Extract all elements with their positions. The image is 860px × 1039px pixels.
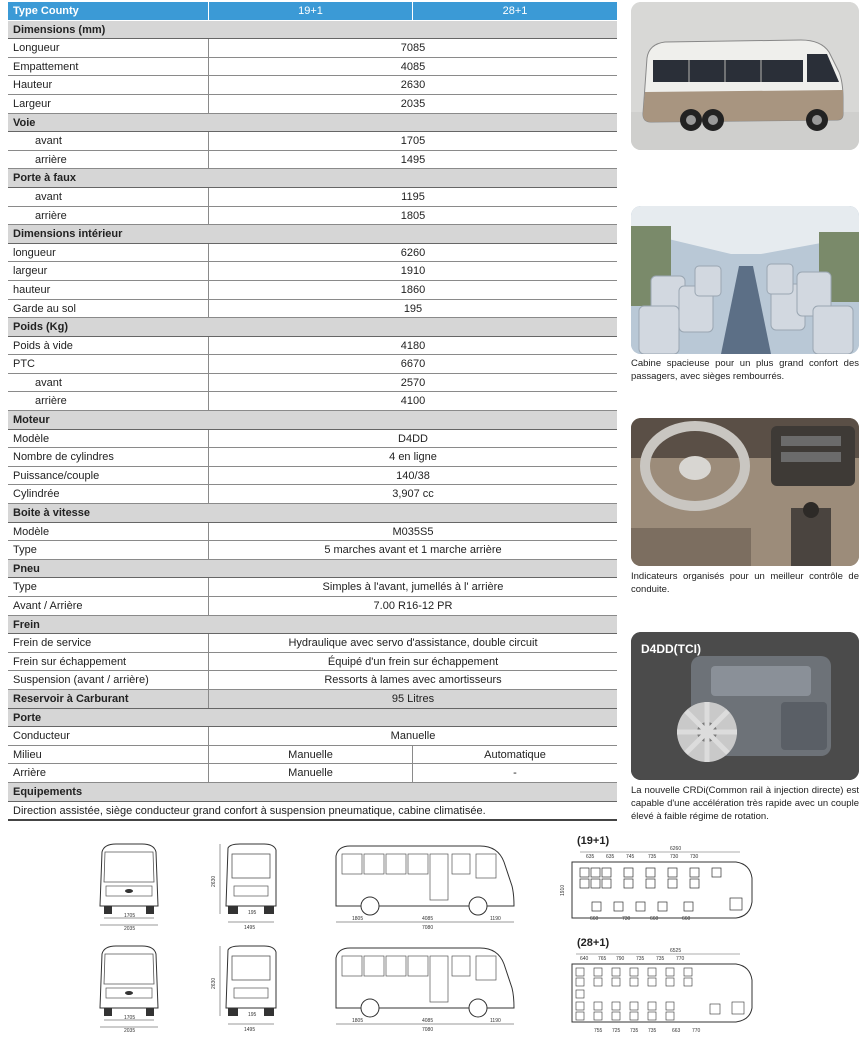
row-label: longueur [13,246,56,259]
row-value: Direction assistée, siège conducteur grand confort à suspension pneumatique, cabine climatisée. [13,804,486,817]
row-label: Conducteur [13,730,70,743]
row-label: Largeur [13,97,51,110]
section-boite [8,504,617,523]
table-row [8,634,617,653]
row-value: 4100 [208,392,617,410]
section-title: Boite à vitesse [13,507,91,520]
table-row [8,578,617,597]
dashboard-caption: Indicateurs organisés pour un meilleur contrôle de conduite. [631,571,859,595]
row-label: Avant / Arrière [13,600,83,612]
row-label: Arrière [13,767,47,780]
row-label: avant [35,376,62,389]
plan-19-bottom-dim: 660 [650,916,659,922]
table-row [8,541,617,560]
row-value: Simples à l'avant, jumellés à l' arrière [208,578,617,596]
seat-plan-19 [560,846,756,926]
plan-19-dim: 745 [626,854,635,860]
header-col-28: 28+1 [412,2,617,20]
table-row [8,39,617,58]
plan-28-bottom-dim: 735 [630,1028,639,1034]
seat-plan-28 [560,948,756,1034]
plan-28-dim: 790 [616,956,625,962]
row-value: M035S5 [208,523,617,541]
row-value: 4 en ligne [208,448,617,466]
side-length: 7080 [422,1027,434,1032]
row-label: arrière [35,395,67,408]
table-row [8,207,617,226]
front-track: 1705 [124,913,136,919]
row-value-28: - [412,764,617,782]
row-label: Modèle [13,525,50,538]
plan-28-bottom-dim: 755 [594,1028,603,1034]
row-label: Frein de service [13,637,92,650]
row-value: 4180 [208,337,617,355]
row-value: 7.00 R16-12 PR [208,597,617,615]
plan-19-bottom-dim: 660 [682,916,691,922]
side-front-overhang: 1190 [490,1018,501,1024]
row-label: hauteur [13,283,51,296]
row-value: Manuelle [208,727,617,745]
engine-photo [631,632,859,780]
row-value: 2630 [208,76,617,94]
side-view-drawing-2 [330,944,516,1032]
table-row [8,281,617,300]
table-row [8,671,617,690]
row-value: Équipé d'un frein sur échappement [208,653,617,671]
side-wheelbase: 4085 [422,1018,434,1024]
plan-19-dim: 730 [690,854,699,860]
front-width: 2035 [124,1028,136,1032]
table-header [8,2,617,21]
plan-28-bottom-dim: 770 [692,1028,701,1034]
plan-19-overall: 6260 [670,846,682,852]
section-equipements [8,783,617,802]
section-interieur [8,225,617,244]
bus-exterior-photo [631,2,859,150]
rear-track: 1495 [244,1027,256,1032]
side-rear-overhang: 1805 [352,1018,364,1024]
table-row [8,597,617,616]
front-width: 2035 [124,926,136,930]
row-label: Empattement [13,60,79,73]
section-title: Frein [13,618,40,631]
table-row [8,262,617,281]
row-value: 7085 [208,39,617,57]
row-value: 95 Litres [208,690,617,708]
table-row [8,95,617,114]
row-label: Garde au sol [13,302,76,315]
row-value: 6670 [208,355,617,373]
cabin-caption: Cabine spacieuse pour un plus grand confort des passagers, avec sièges rembourrés. [631,358,859,382]
row-label: avant [35,135,62,148]
row-label: Nombre de cylindres [13,451,114,464]
cabin-interior-photo [631,206,859,354]
plan-28-dim: 770 [676,956,685,962]
rear-view-drawing-2 [210,944,278,1032]
section-dimensions [8,21,617,40]
row-label: Milieu [13,748,42,761]
section-title: Voie [13,116,36,129]
row-label: Cylindrée [13,488,60,501]
plan-28-dim: 765 [598,956,607,962]
plan-28-overall: 6525 [670,948,682,954]
table-row [8,392,617,411]
table-row [8,764,617,783]
plan-28-dim: 735 [656,956,665,962]
row-value: Ressorts à lames avec amortisseurs [208,671,617,689]
row-value: 1705 [208,132,617,150]
row-label: avant [35,190,62,203]
row-value: 1495 [208,151,617,169]
row-value: 1805 [208,207,617,225]
plan-19-side: 1910 [560,884,566,896]
section-title: Poids (Kg) [13,321,68,334]
plan-19-bottom-dim: 660 [590,916,599,922]
engine-caption: La nouvelle CRDi(Common rail à injection directe) est capable d'une accélération très rapide avec un couple élevé à faible régime de rotation. [631,785,859,822]
plan-19-label: (19+1) [577,835,610,847]
row-value: 1910 [208,262,617,280]
side-view-drawing [330,842,516,930]
table-row [8,448,617,467]
section-title: Pneu [13,562,40,575]
section-reservoir [8,690,617,709]
plan-28-label: (28+1) [577,937,610,949]
front-view-drawing-2 [96,944,162,1032]
plan-19-dim: 730 [670,854,679,860]
plan-19-dim: 635 [586,854,595,860]
rear-height: 2630 [211,977,217,989]
row-value: 3,907 cc [208,485,617,503]
row-label: Modèle [13,432,50,445]
row-value: 140/38 [208,467,617,485]
table-row [8,132,617,151]
table-row [8,76,617,95]
row-value: D4DD [208,430,617,448]
section-poids [8,318,617,337]
row-label: Reservoir à Carburant [13,692,129,705]
row-value: 6260 [208,244,617,262]
rear-track: 1495 [244,925,256,930]
plan-19-dim: 735 [648,854,657,860]
row-value-19: Manuelle [208,746,412,764]
section-title: Equipements [13,785,83,798]
rear-ground: 195 [248,1012,257,1018]
section-title: Moteur [13,414,50,427]
row-value: 195 [208,300,617,318]
side-length: 7080 [422,925,434,930]
section-voie [8,114,617,133]
section-moteur [8,411,617,430]
section-title: Dimensions intérieur [13,228,123,241]
section-porte [8,709,617,728]
row-value-28: Automatique [412,746,617,764]
table-row [8,653,617,672]
spec-table [8,2,617,821]
side-front-overhang: 1190 [490,916,501,922]
table-row [8,727,617,746]
row-label: largeur [13,265,48,278]
row-value: 4085 [208,58,617,76]
row-label: Hauteur [13,79,53,92]
section-title: Porte à faux [13,172,76,185]
section-title: Dimensions (mm) [13,23,106,36]
rear-ground: 195 [248,910,257,916]
row-label: Type [13,581,37,594]
rear-height: 2630 [211,875,217,887]
table-row [8,337,617,356]
section-pneu [8,560,617,579]
row-value: 1195 [208,188,617,206]
table-row [8,430,617,449]
plan-28-bottom-dim: 735 [648,1028,657,1034]
row-label: arrière [35,153,67,166]
rear-view-drawing [210,842,278,930]
table-row [8,151,617,170]
table-row [8,746,617,765]
row-label: arrière [35,209,67,222]
plan-28-dim: 640 [580,956,589,962]
side-wheelbase: 4085 [422,916,434,922]
table-row [8,355,617,374]
row-label: Puissance/couple [13,469,100,482]
dashboard-photo [631,418,859,566]
section-frein [8,616,617,635]
row-label: Type [13,544,37,557]
header-col-19: 19+1 [208,2,412,20]
row-value: 2035 [208,95,617,113]
row-value: 5 marches avant et 1 marche arrière [208,541,617,559]
table-row [8,802,617,821]
table-row [8,244,617,263]
plan-19-dim: 635 [606,854,615,860]
plan-28-dim: 735 [636,956,645,962]
row-value: 2570 [208,374,617,392]
section-title: Porte [13,711,42,724]
row-label: Suspension (avant / arrière) [13,674,149,687]
row-value-19: Manuelle [208,764,412,782]
row-value: Hydraulique avec servo d'assistance, double circuit [208,634,617,652]
plan-28-bottom-dim: 725 [612,1028,621,1034]
row-label: PTC [13,358,35,371]
plan-19-bottom-dim: 730 [622,916,631,922]
front-track: 1705 [124,1015,136,1021]
row-label: Poids à vide [13,339,73,352]
engine-label: D4DD(TCI) [641,642,701,656]
table-row [8,485,617,504]
table-row [8,58,617,77]
row-label: Frein sur échappement [13,655,127,668]
table-row [8,467,617,486]
plan-28-bottom-dim: 663 [672,1028,681,1034]
row-label: Longueur [13,42,60,55]
section-porte-a-faux [8,169,617,188]
table-row [8,374,617,393]
table-row [8,523,617,542]
side-rear-overhang: 1805 [352,916,364,922]
table-row [8,188,617,207]
header-label: Type County [13,5,79,17]
table-row [8,300,617,319]
front-view-drawing [96,842,162,930]
row-value: 1860 [208,281,617,299]
